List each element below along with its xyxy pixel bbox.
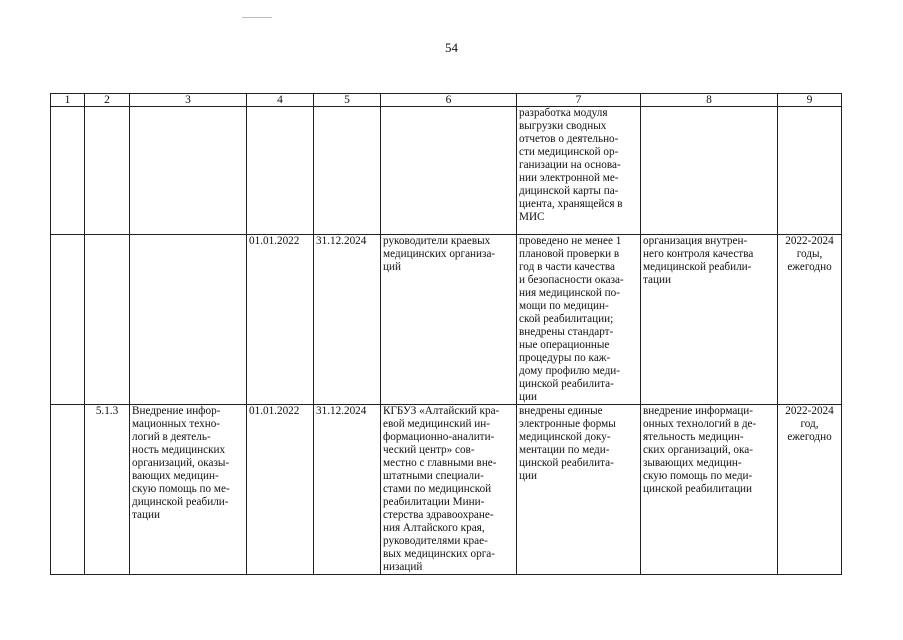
cell-period xyxy=(778,107,842,235)
cell-end-date: 31.12.2024 xyxy=(314,235,381,405)
cell-responsible xyxy=(381,107,517,235)
column-header: 4 xyxy=(247,94,314,107)
cell-index xyxy=(51,405,85,575)
cell-activity xyxy=(130,107,247,235)
cell-activity: Внедрение инфор- мационных техно- логий в деятель- ность медицинских организаций, оказы- вающих медицин- скую помощь по ме- дицинской реабили- тации xyxy=(130,405,247,575)
column-header: 2 xyxy=(85,94,130,107)
plan-table xyxy=(50,93,842,575)
column-header: 7 xyxy=(517,94,641,107)
cell-outcome: организация внутрен- него контроля качества медицинской реабили- тации xyxy=(641,235,778,405)
column-header: 1 xyxy=(51,94,85,107)
cell-index xyxy=(51,107,85,235)
column-header: 6 xyxy=(381,94,517,107)
cell-end-date: 31.12.2024 xyxy=(314,405,381,575)
column-header: 5 xyxy=(314,94,381,107)
cell-number xyxy=(85,107,130,235)
cell-end-date xyxy=(314,107,381,235)
page-number: 54 xyxy=(445,40,458,55)
cell-responsible: руководители краевых медицинских организа- ций xyxy=(381,235,517,405)
cell-start-date: 01.01.2022 xyxy=(247,235,314,405)
cell-period: 2022-2024 годы, ежегодно xyxy=(778,235,842,405)
cell-number xyxy=(85,235,130,405)
column-number-row xyxy=(51,94,842,107)
cell-activity xyxy=(130,235,247,405)
cell-outcome: внедрение информаци- онных технологий в де- ятельность медицин- ских организаций, ока- зывающих медицин- скую помощь по меди- цинской реабилитации xyxy=(641,405,778,575)
column-header: 3 xyxy=(130,94,247,107)
scan-mark xyxy=(242,17,272,18)
cell-index xyxy=(51,235,85,405)
cell-outcome xyxy=(641,107,778,235)
table-row xyxy=(51,107,842,235)
cell-responsible: КГБУЗ «Алтайский кра- евой медицинский ин- формационно-аналити- ческий центр» сов- местно с главными вне- штатными специали- стами по медицинской реабилитации Мини- стерства здравоохране- ния Алтайского края, руководителями крае- вых медицинских орга- низаций xyxy=(381,405,517,575)
cell-start-date xyxy=(247,107,314,235)
cell-start-date: 01.01.2022 xyxy=(247,405,314,575)
table-row xyxy=(51,235,842,405)
cell-result: проведено не менее 1 плановой проверки в год в части качества и безопасности оказа- ния медицинской по- мощи по медицин- ской реабилитации; внедрены стандарт- ные операционные процедуры по каж- дому профилю меди- цинской реабилита- ции xyxy=(517,235,641,405)
cell-number: 5.1.3 xyxy=(85,405,130,575)
cell-result: внедрены единые электронные формы медицинской доку- ментации по меди- цинской реабилита- ции xyxy=(517,405,641,575)
column-header: 8 xyxy=(641,94,778,107)
table-row xyxy=(51,405,842,575)
cell-result: разработка модуля выгрузки сводных отчетов о деятельно- сти медицинской ор- ганизации на основа- нии электронной ме- дицинской карты па- циента, хранящейся в МИС xyxy=(517,107,641,235)
column-header: 9 xyxy=(778,94,842,107)
cell-period: 2022-2024 год, ежегодно xyxy=(778,405,842,575)
